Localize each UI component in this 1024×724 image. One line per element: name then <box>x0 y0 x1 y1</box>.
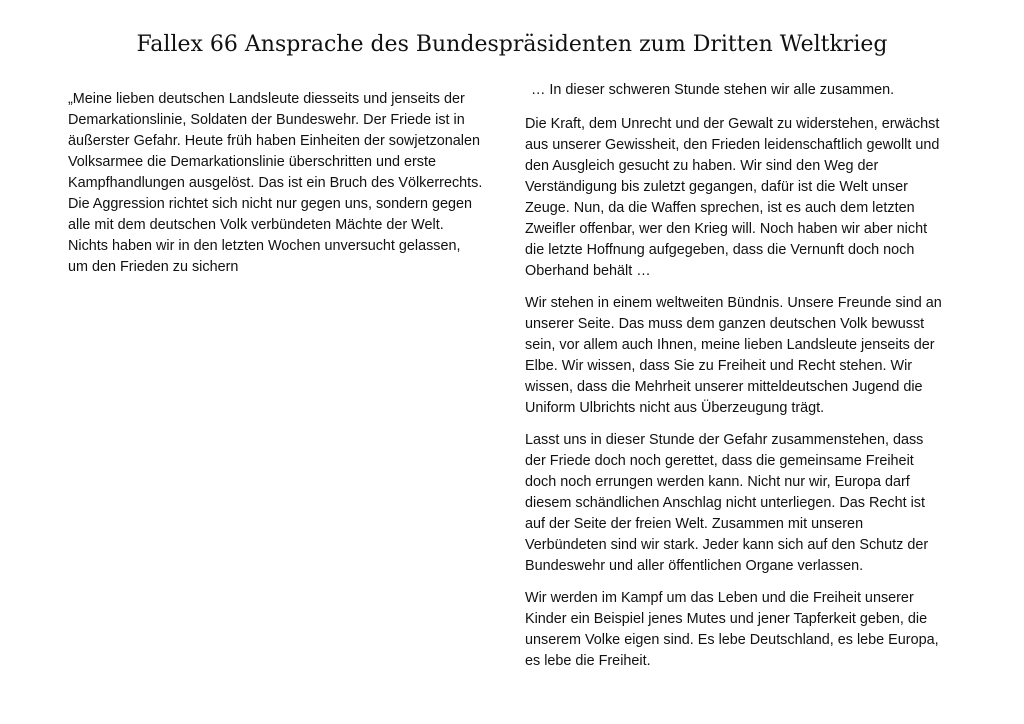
speech-paragraph-strength: Die Kraft, dem Unrecht und der Gewalt zu widerstehen, erwächst aus unserer Gewissheit, den Frieden leidenschaftlich gewollt und den Ausgleich gesucht zu haben. Wir sind den Weg der Verständigung bis zuletzt gegangen, dafür ist die Welt unser Zeuge. Nun, da die Waffen sprechen, ist es auch dem letzten Zweifler offenbar, wer den Krieg will. Noch haben wir aber nicht die letzte Hoffnung aufgegeben, dass die Vernunft doch noch Oberhand behält … <box>525 116 940 279</box>
speech-paragraph-opening: „Meine lieben deutschen Landsleute diesseits und jenseits der Demarkationslinie, Soldaten der Bundeswehr. Der Friede ist in äußerster Gefahr. Heute früh haben Einheiten der sowjetzonalen Volksarmee die Demarkationslinie überschritten und erste Kampfhandlungen ausgelöst. Das ist ein Bruch des Völkerrechts. Die Aggression richtet sich nicht nur gegen uns, sondern gegen alle mit dem deutschen Volk verbündeten Mächte der Welt. Nichts haben wir in den letzten Wochen unversucht gelassen, um den Frieden zu sichern <box>68 91 483 275</box>
speech-paragraph-alliance: Wir stehen in einem weltweiten Bündnis. Unsere Freunde sind an unserer Seite. Das muss dem ganzen deutschen Volk bewusst sein, vor allem auch Ihnen, meine lieben Landsleute jenseits der Elbe. Wir wissen, dass Sie zu Freiheit und Recht stehen. Wir wissen, dass die Mehrheit unserer mitteldeutschen Jugend die Uniform Ulbrichts nicht aus Überzeugung trägt. <box>525 295 942 416</box>
right-column <box>525 80 945 683</box>
speech-paragraph-together: … In dieser schweren Stunde stehen wir alle zusammen. <box>531 82 895 98</box>
left-column <box>68 89 483 289</box>
speech-paragraph-closing: Wir werden im Kampf um das Leben und die Freiheit unserer Kinder ein Beispiel jenes Mutes und jener Tapferkeit geben, die unserem Volke eigen sind. Es lebe Deutschland, es lebe Europa, es lebe die Freiheit. <box>525 590 939 669</box>
page-title: Fallex 66 Ansprache des Bundespräsidenten zum Dritten Weltkrieg <box>136 32 888 57</box>
speech-paragraph-stand-together: Lasst uns in dieser Stunde der Gefahr zusammenstehen, dass der Friede doch noch gerettet, dass die gemeinsame Freiheit doch noch errungen werden kann. Nicht nur wir, Europa darf diesem schändlichen Anschlag nicht unterliegen. Das Recht ist auf der Seite der freien Welt. Zusammen mit unseren Verbündeten sind wir stark. Jeder kann sich auf den Schutz der Bundeswehr und aller öffentlichen Organe verlassen. <box>525 432 929 574</box>
